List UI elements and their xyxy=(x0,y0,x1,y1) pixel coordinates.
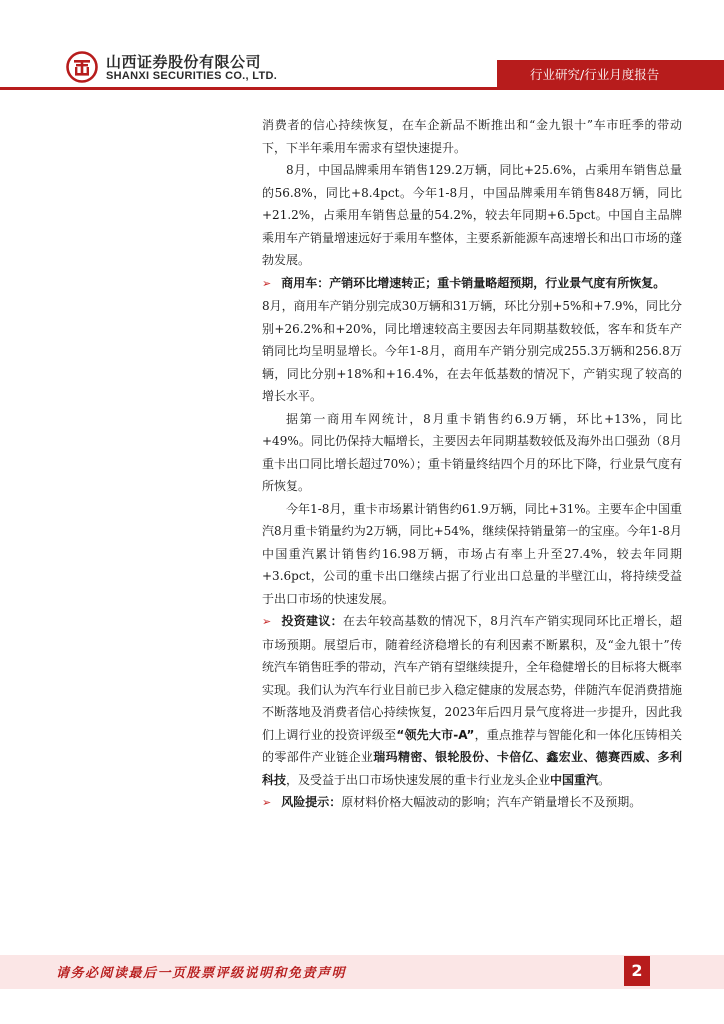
risk-text: 原材料价格大幅波动的影响；汽车产销量增长不及预期。 xyxy=(341,795,642,809)
investment-text: 。 xyxy=(598,772,611,787)
paragraph-heavy-trucks: 据第一商用车网统计，8月重卡销售约6.9万辆，环比+13%，同比+49%。同比仍保持大幅增长，主要因去年同期基数较低及海外出口强劲（8月重卡出口同比增长超过70%）；重卡销量终结四个月的环比下降，行业景气度有所恢复。 xyxy=(262,411,682,493)
paragraph-commercial-vehicles: 8月，商用车产销分别完成30万辆和31万辆，环比分别+5%和+7.9%，同比分别+26.2%和+20%，同比增速较高主要因去年同期基数较低，客车和货车产销同比均呈明显增长。今年1-8月，商用车产销分别完成255.3万辆和256.8万辆，同比分别+18%和+16.4%，在去年低基数的情况下，产销实现了较高的增长水平。 xyxy=(262,299,682,403)
report-type-label: 行业研究/行业月度报告 xyxy=(530,67,660,82)
report-body xyxy=(262,114,682,815)
bullet-title: 风险提示： xyxy=(281,795,342,809)
bullet-investment-advice xyxy=(262,610,682,791)
bullet-title: 投资建议： xyxy=(281,614,343,628)
investment-text: 在去年较高基数的情况下，8月汽车产销实现同环比正增长，超市场预期。展望后市，随着经济稳增长的有利因素不断累积，及“金九银十”传统汽车销售旺季的带动，汽车产销有望继续提升，全年稳健增长的目标将大概率实现。我们认为汽车行业目前已步入稳定健康的发展态势，伴随汽车促消费措施不断落地及消费者信心持续恢复，2023年后四月景气度将进一步提升，因此我们上调行业的投资评级至 xyxy=(262,614,683,742)
company-name-en: SHANXI SECURITIES CO., LTD. xyxy=(106,70,278,82)
company-name-cn: 山西证券股份有限公司 xyxy=(106,53,262,71)
page-number: 2 xyxy=(624,956,650,986)
investment-rating: “领先大市-A” xyxy=(396,727,475,742)
bullet-risk-warning xyxy=(262,791,682,815)
bullet-commercial-vehicles xyxy=(262,272,682,296)
paragraph-sinotruk: 今年1-8月，重卡市场累计销售约61.9万辆，同比+31%。主要车企中国重汽8月重卡销量约为2万辆，同比+54%，继续保持销量第一的宝座。今年1-8月中国重汽累计销售约16.98万辆，市场占有率上升至27.4%，较去年同期+3.6pct，公司的重卡出口继续占据了行业出口总量的半壁江山，将持续受益于出口市场的快速发展。 xyxy=(262,501,682,606)
footer-disclaimer: 请务必阅读最后一页股票评级说明和免责声明 xyxy=(56,966,347,981)
header-divider xyxy=(0,87,724,90)
paragraph-consumer-confidence: 消费者的信心持续恢复，在车企新品不断推出和“金九银十”车市旺季的带动下，下半年乘用车需求有望快速提升。 xyxy=(262,118,682,155)
arrow-bullet-icon: ➢ xyxy=(262,615,272,628)
company-logo-icon xyxy=(66,51,98,83)
investment-text: ，及受益于出口市场快速发展的重卡行业龙头企业 xyxy=(286,772,551,787)
arrow-bullet-icon: ➢ xyxy=(262,796,272,809)
paragraph-domestic-brands: 8月，中国品牌乘用车销售129.2万辆，同比+25.6%，占乘用车销售总量的56.8%，同比+8.4pct。今年1-8月，中国品牌乘用车销售848万辆，同比+21.2%，占乘用车销售总量的54.2%，较去年同期+6.5pct。中国自主品牌乘用车产销量增速远好于乘用车整体，主要系新能源车高速增长和出口市场的蓬勃发展。 xyxy=(262,163,683,267)
bullet-title: 商用车：产销环比增速转正；重卡销量略超预期，行业景气度有所恢复。 xyxy=(281,275,666,290)
arrow-bullet-icon: ➢ xyxy=(262,276,272,290)
recommended-leader: 中国重汽 xyxy=(550,772,599,787)
investment-text: ，重点推荐与智能化和一体化压铸相关的零部件产业链企业 xyxy=(262,727,682,764)
page-header xyxy=(0,0,724,95)
recommended-companies: 瑞玛精密、银轮股份、卡倍亿、鑫宏业、德赛西威、多利科技 xyxy=(262,750,682,787)
